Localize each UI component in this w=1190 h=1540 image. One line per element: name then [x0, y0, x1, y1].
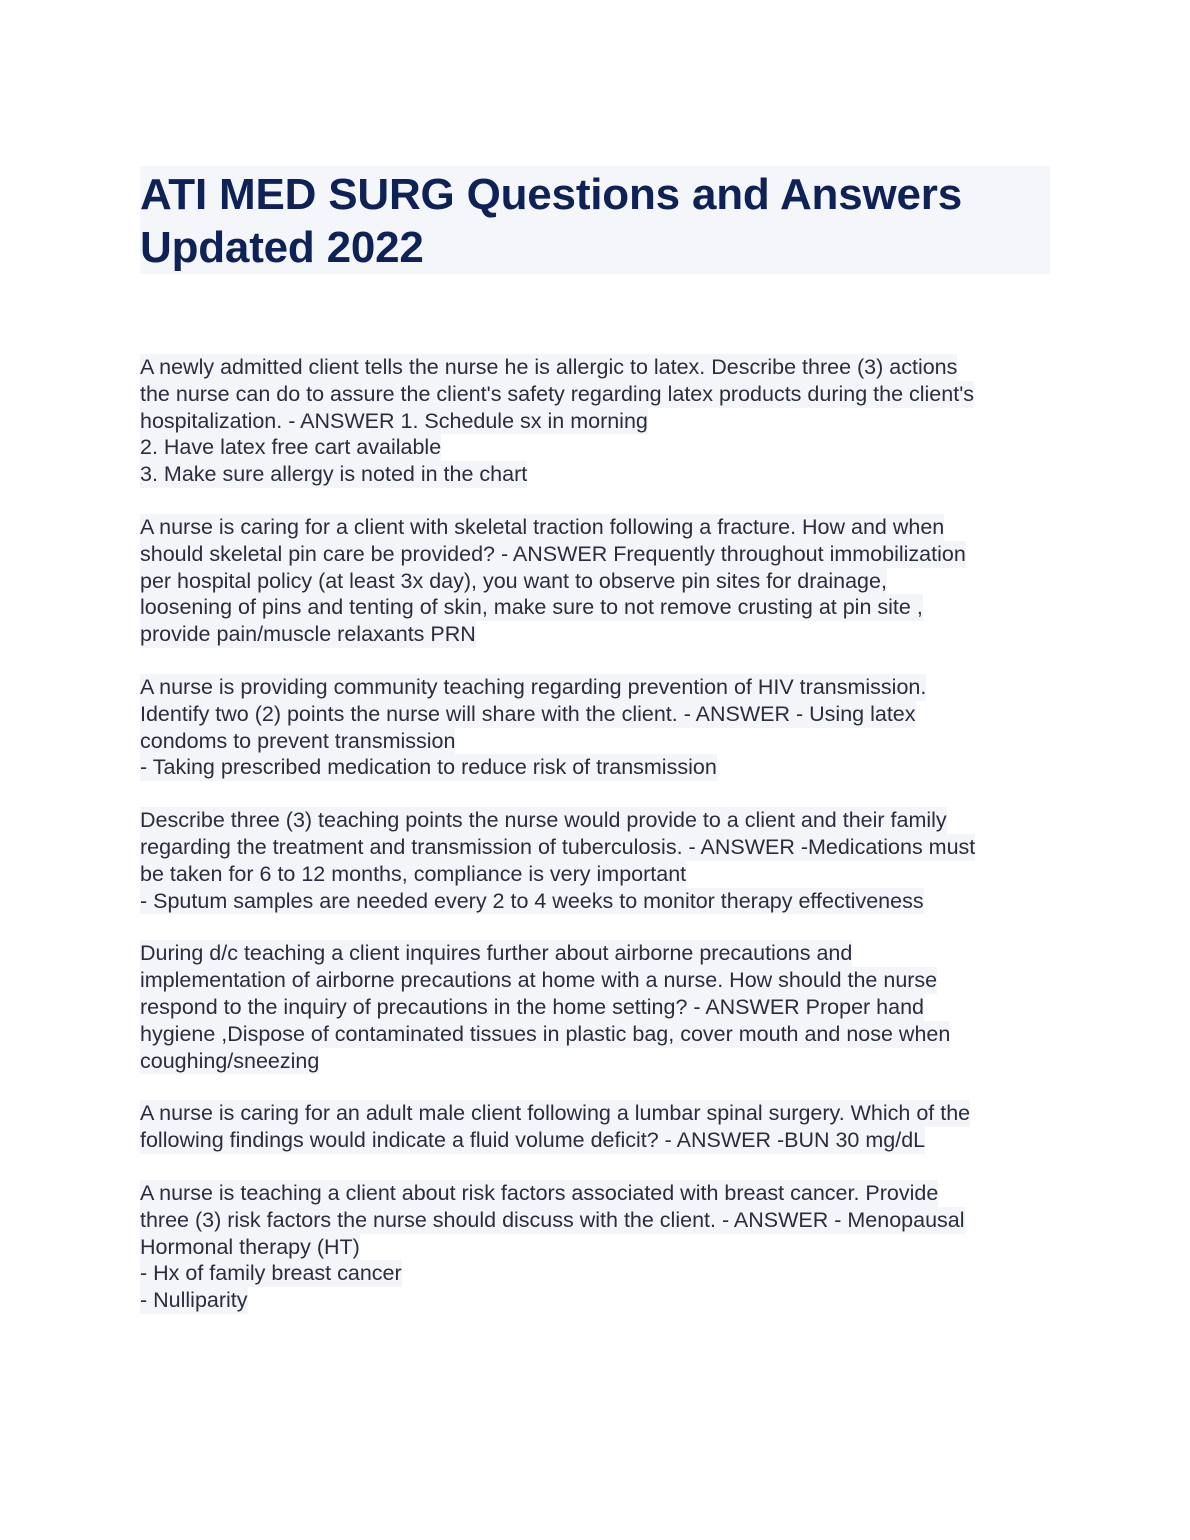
- qa-line: per hospital policy (at least 3x day), you want to observe pin sites for drainage,: [140, 568, 887, 593]
- qa-line: following findings would indicate a fluid volume deficit? - ANSWER -BUN 30 mg/dL: [140, 1128, 926, 1153]
- qa-item: [140, 514, 1050, 648]
- title-line: ATI MED SURG Questions and Answers: [140, 170, 962, 219]
- qa-line: loosening of pins and tenting of skin, make sure to not remove crusting at pin site ,: [140, 595, 923, 620]
- qa-line: - Taking prescribed medication to reduce risk of transmission: [140, 755, 717, 780]
- qa-line: Hormonal therapy (HT): [140, 1234, 360, 1259]
- qa-line: A nurse is caring for a client with skeletal traction following a fracture. How and when: [140, 514, 945, 539]
- qa-item: [140, 1180, 1050, 1314]
- qa-line: coughing/sneezing: [140, 1048, 320, 1073]
- qa-line: A nurse is providing community teaching regarding prevention of HIV transmission.: [140, 674, 927, 699]
- qa-line: be taken for 6 to 12 months, compliance is very important: [140, 861, 687, 886]
- qa-line: implementation of airborne precautions at home with a nurse. How should the nurse: [140, 968, 938, 993]
- qa-line: the nurse can do to assure the client's safety regarding latex products during the client's: [140, 381, 975, 406]
- document-title: [140, 166, 1050, 274]
- qa-line: provide pain/muscle relaxants PRN: [140, 622, 476, 647]
- qa-line: respond to the inquiry of precautions in the home setting? - ANSWER Proper hand: [140, 994, 924, 1019]
- qa-line: should skeletal pin care be provided? - ANSWER Frequently throughout immobilization: [140, 541, 966, 566]
- qa-line: - Hx of family breast cancer: [140, 1261, 402, 1286]
- qa-line: hygiene ,Dispose of contaminated tissues in plastic bag, cover mouth and nose when: [140, 1021, 951, 1046]
- qa-item: [140, 1100, 1050, 1154]
- qa-line: three (3) risk factors the nurse should discuss with the client. - ANSWER - Menopausal: [140, 1207, 965, 1232]
- title-line: Updated 2022: [140, 223, 424, 272]
- qa-list: [140, 354, 1050, 1314]
- qa-line: During d/c teaching a client inquires further about airborne precautions and: [140, 941, 853, 966]
- qa-line: Describe three (3) teaching points the nurse would provide to a client and their family: [140, 808, 947, 833]
- qa-line: - Sputum samples are needed every 2 to 4 weeks to monitor therapy effectiveness: [140, 888, 924, 913]
- qa-line: A newly admitted client tells the nurse he is allergic to latex. Describe three (3) actions: [140, 355, 958, 379]
- qa-line: 3. Make sure allergy is noted in the chart: [140, 462, 528, 487]
- document-page: [140, 166, 1050, 1340]
- qa-line: A nurse is caring for an adult male client following a lumbar spinal surgery. Which of the: [140, 1101, 971, 1126]
- qa-item: [140, 354, 1050, 488]
- qa-line: A nurse is teaching a client about risk factors associated with breast cancer. Provide: [140, 1180, 939, 1205]
- qa-item: [140, 807, 1050, 914]
- qa-line: Identify two (2) points the nurse will share with the client. - ANSWER - Using latex: [140, 701, 916, 726]
- qa-line: 2. Have latex free cart available: [140, 435, 442, 460]
- qa-item: [140, 940, 1050, 1074]
- qa-item: [140, 674, 1050, 781]
- qa-line: hospitalization. - ANSWER 1. Schedule sx in morning: [140, 408, 648, 433]
- qa-line: - Nulliparity: [140, 1288, 248, 1313]
- qa-line: condoms to prevent transmission: [140, 728, 456, 753]
- qa-line: regarding the treatment and transmission of tuberculosis. - ANSWER -Medications must: [140, 834, 976, 859]
